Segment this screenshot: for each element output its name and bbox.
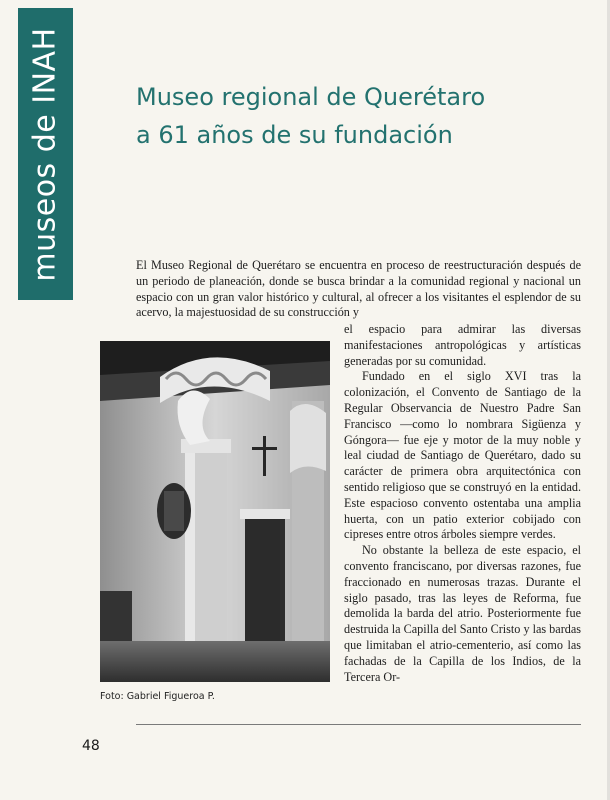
cloister-photo-image: [100, 341, 330, 682]
column-paragraph-3: No obstante la belleza de este espacio, el convento franciscano, por diversas razones, fue fraccionado en numerosas trazas. Durante el siglo pasado, tras las leyes de Reforma, fue demolida la barda del atrio. Posteriormente fue destruida la Capilla del Santo Cristo y las bardas que limitaban el atrio-cementerio, así como las fachadas de la Capilla de los Indios, de la Tercera Or-: [344, 543, 581, 684]
text-column: [344, 322, 581, 685]
article-title-line-1: Museo regional de Querétaro: [136, 83, 486, 111]
column-paragraph-2: Fundado en el siglo XVI tras la colonización, el Convento de Santiago de la Regular Observancia de Nuestro Padre San Francisco —como lo nombrara Sigüenza y Góngora— fue eje y motor de la muy noble y leal ciudad de Santiago de Querétaro, dado su carácter de primera obra arquitectónica con sentido religioso que se construyó en la entidad. Este espacioso convento ostentaba una amplia huerta, con un patio exterior cobijado con cipreses entre otros árboles siempre verdes.: [344, 369, 581, 542]
article-title-line-2: a 61 años de su fundación: [136, 121, 453, 149]
article-title: [136, 78, 576, 154]
section-tab-label: museos de INAH: [28, 26, 64, 282]
photo-caption: Foto: Gabriel Figueroa P.: [100, 691, 215, 702]
intro-paragraph: El Museo Regional de Querétaro se encuentra en proceso de reestructuración después de un periodo de planeación, donde se busca brindar a la comunidad regional y nacional un espacio con un gran valor histórico y cultural, al ofrecer a los visitantes el esplendor de su acervo, la majestuosidad de su construcción y: [136, 258, 581, 320]
cloister-photo: [100, 341, 330, 682]
bottom-divider: [136, 724, 581, 725]
section-tab: [18, 8, 73, 300]
page-number: 48: [82, 738, 100, 754]
column-paragraph-1: el espacio para admirar las diversas manifestaciones antropológicas y artísticas generadas por su comunidad.: [344, 322, 581, 368]
